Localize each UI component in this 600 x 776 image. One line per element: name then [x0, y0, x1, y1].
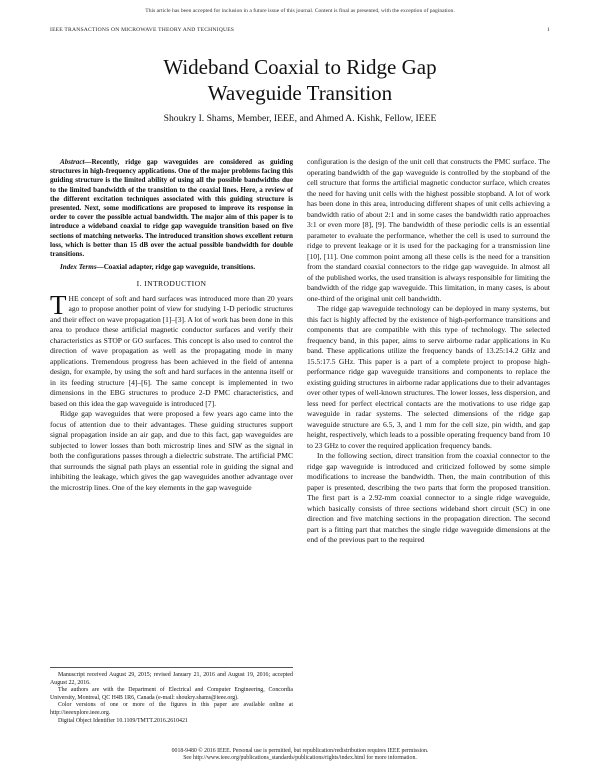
copyright-line-2: See http://www.ieee.org/publications_standards/publications/rights/index.html for more information.	[183, 755, 417, 762]
index-terms	[50, 263, 293, 272]
author-line: Shoukry I. Shams, Member, IEEE, and Ahmed A. Kishk, Fellow, IEEE	[163, 113, 437, 124]
copyright-notice	[0, 748, 600, 763]
abstract-text: Recently, ridge gap waveguides are considered as guiding structures in high-frequency applications. One of the major problems facing this guiding structure is the limited ability of using all the possible bandwidths due to the limited bandwidth of the transition to the coaxial lines. Here, a review of the different excitation techniques associated with this guiding structure is presented. Next, some modifications are proposed to improve its response in order to cover the possible actual bandwidth. The major aim of this paper is to introduce a wideband coaxial to ridge gap waveguide transition based on five sections of matching networks. The introduced transition shows excellent return loss, which is better than 15 dB over the actual possible bandwidth for double transitions.	[50, 158, 293, 259]
abstract	[50, 158, 293, 259]
footnote-affiliation: The authors are with the Department of Electrical and Computer Engineering, Concordia University, Montreal, QC H4B 1R6, Canada (e-mail: shoukry.shams@ieee.org).	[50, 687, 293, 701]
right-paragraph-2: The ridge gap waveguide technology can be deployed in many systems, but this fact is highly affected by the existence of high-performance transitions and components that are compatible with this type of technology. The selected frequency band, in this paper, aims to serve airborne radar applications in Ku band. These applications utilize the frequency bands of 13.25:14.2 GHz and 15.5:17.5 GHz. This paper is a part of a complete project to propose high-performance ridge gap waveguide transitions and components to replace the existing guiding structures in airborne radar applications due to their advantages over other types of well-known structures. The lower losses, less dispersion, and less need for perfect electrical contacts are the motivations to use ridge gap waveguide in radar systems. The selected dimensions of the ridge gap waveguide structure are 6.5, 3, and 1 mm for the cell size, pin width, and gap height, respectively, which leads to a possible operating frequency band from 10 to 23 GHz to cover the required application frequency bands.	[307, 304, 550, 450]
running-head	[50, 27, 550, 33]
right-column	[307, 157, 550, 546]
footnote-manuscript: Manuscript received August 29, 2015; revised January 21, 2016 and August 19, 2016; accepted August 22, 2016.	[50, 672, 293, 686]
right-paragraph-3: In the following section, direct transition from the coaxial connector to the ridge gap waveguide is introduced and criticized followed by some simple modifications to increase the bandwidth. Then, the main contribution of this paper is presented, describing the two parts that form the proposed transition. The first part is a 2.92-mm coaxial connector to a single ridge waveguide, which basically consists of three sections wideband short circuit (SC) in one direction and five matching sections in the propagation direction. The second part is a fitting part that matches the single ridge waveguide dimensions at the end of the previous part to the required	[307, 451, 550, 544]
section-heading-introduction: I. INTRODUCTION	[136, 279, 207, 289]
drop-cap: T	[50, 289, 67, 320]
title-line-2: Waveguide Transition	[207, 81, 393, 105]
index-terms-label: Index Terms—	[60, 263, 104, 272]
right-paragraph-1: configuration is the design of the unit cell that constructs the PMC surface. The operating bandwidth of the gap waveguide is controlled by the stopband of the cell structure that forms the artificial magnetic conductor surface, which creates the need for having unit cells with the highest possible stopband. A lot of work has been done in this area, introducing different shapes of unit cells achieving a bandwidth ratio of about 2:1 and in some cases the bandwidth ratio approaches 3:1 or even more [8], [9]. The bandwidth of these periodic cells is an essential parameter to evaluate the performance, whether the cell is used to surround the ridge to prevent leakage or it is used for the packaging for a transmission line [10], [11]. One common point among all these cells is the need for a transition from the standard coaxial connectors to the ridge gap waveguide. In almost all of the published works, the used transition is always responsible for limiting the bandwidth of the ridge gap waveguide. This limitation, in many cases, is about one-third of the original unit cell bandwidth.	[307, 157, 550, 303]
intro-paragraph-1-text: HE concept of soft and hard surfaces was introduced more than 20 years ago to propose another point of view for studying 1-D periodic structures and their effect on wave propagation [1]–[3]. A lot of work has been done in this area to produce these artificial magnetic conductor surfaces and verify their characteristics as STOP or GO surfaces. This concept is also used to control the direction of wave propagation as well as the propagating mode in many applications. Tremendous progress has been achieved in the field of antenna design, for example, by using the soft and hard surfaces in the antenna itself or in its feeding structure [4]–[6]. The same concept is implemented in two dimensions in the EBG structures to produce 2-D PMC characteristics, and based on this idea the gap waveguide is introduced [7].	[50, 293, 293, 408]
footnote-doi: Digital Object Identifier 10.1109/TMTT.2016.2610421	[58, 717, 188, 724]
paper-title	[50, 54, 550, 106]
abstract-label: Abstract—	[60, 158, 92, 166]
journal-name: IEEE TRANSACTIONS ON MICROWAVE THEORY AND TECHNIQUES	[50, 27, 235, 33]
left-column	[50, 158, 293, 493]
intro-paragraph-2: Ridge gap waveguides that were proposed a few years ago came into the focus of attention due to their advantages. These guiding structures support signal propagation inside an air gap, and due to this fact, gap waveguides are subjected to lower losses than both microstrip lines and SIW as the signal in both the configurations passes through a dielectric substrate. The artificial PMC that surrounds the signal path plays an essential role in guiding the signal and inhibiting the leakage, which gives the gap waveguides another advantage over the microstrip lines. One of the key elements in the gap waveguide	[50, 409, 293, 492]
index-terms-text: Coaxial adapter, ridge gap waveguide, transitions.	[103, 263, 256, 272]
copyright-line-1: 0018-9480 © 2016 IEEE. Personal use is permitted, but republication/redistribution requires IEEE permission.	[171, 748, 429, 754]
footnote-color-versions: Color versions of one or more of the figures in this paper are available online at http://ieeexplore.ieee.org.	[50, 702, 293, 716]
acceptance-note: This article has been accepted for inclusion in a future issue of this journal. Content is final as presented, with the exception of pagination.	[145, 8, 455, 14]
intro-paragraph-1	[50, 289, 293, 410]
page-number: 1	[547, 27, 550, 33]
footnotes	[50, 667, 293, 725]
title-line-1: Wideband Coaxial to Ridge Gap	[163, 55, 437, 79]
